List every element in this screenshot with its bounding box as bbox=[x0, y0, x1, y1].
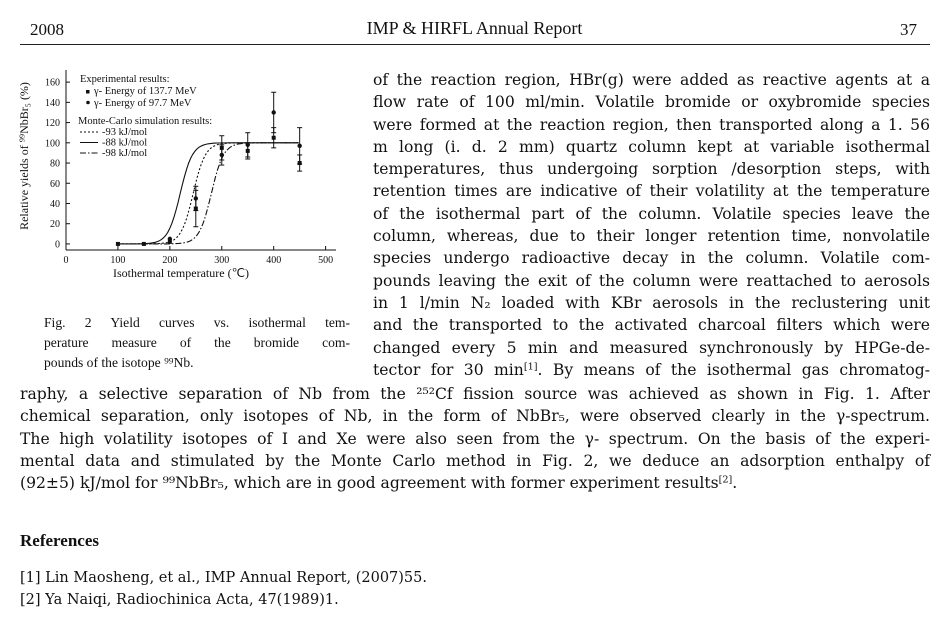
y-tick-label: 80 bbox=[50, 158, 60, 170]
header-rule bbox=[20, 44, 930, 45]
body-line: chemical separation, only isotopes of Nb, in the form of NbBr₅, were observed clearly in the γ-spectrum. bbox=[20, 407, 930, 426]
reference-item: [2] Ya Naiqi, Radiochinica Acta, 47(1989)1. bbox=[20, 592, 339, 608]
data-point-square bbox=[142, 242, 146, 246]
references-list bbox=[20, 567, 427, 611]
body-line: in 1 l/min N₂ loaded with KBr aerosols in the reclustering unit bbox=[373, 293, 930, 312]
body-line: tector for 30 min[1]. By means of the isothermal gas chromatog- bbox=[373, 360, 931, 379]
body-line: changed every 5 min and measured synchronously by HPGe-de- bbox=[373, 338, 930, 357]
body-line: of the reaction region, HBr(g) were added as reactive agents at a bbox=[373, 71, 930, 89]
legend-marker-square bbox=[86, 90, 90, 94]
legend-label: -93 kJ/mol bbox=[102, 127, 148, 138]
legend-label: -98 kJ/mol bbox=[102, 148, 148, 159]
header-journal-title: IMP & HIRFL Annual Report bbox=[366, 18, 583, 38]
legend-label: γ- Energy of 137.7 MeV bbox=[94, 86, 197, 97]
data-point-square bbox=[116, 242, 120, 246]
x-tick-label: 100 bbox=[110, 255, 126, 266]
references-heading: References bbox=[20, 531, 99, 550]
x-tick-label: 0 bbox=[63, 255, 69, 266]
caption-line: pounds of the isotope ⁹⁹Nb. bbox=[44, 355, 194, 370]
header-year: 2008 bbox=[30, 20, 64, 39]
figure-2 bbox=[14, 60, 354, 292]
x-tick-label: 300 bbox=[214, 255, 230, 266]
body-line: raphy, a selective separation of Nb from the ²⁵²Cf fission source was achieved as shown in Fig. 1. After bbox=[20, 385, 930, 403]
body-column-text bbox=[373, 69, 930, 381]
y-tick-label: 60 bbox=[50, 178, 60, 190]
body-line: retention times are indicative of their volatility at the temperature bbox=[373, 182, 930, 201]
y-tick-label: 20 bbox=[50, 219, 60, 231]
x-tick-label: 500 bbox=[318, 255, 334, 266]
header-page-number: 37 bbox=[900, 20, 917, 39]
data-point-circle bbox=[297, 144, 301, 148]
reference-item: [1] Lin Maosheng, et al., IMP Annual Report, (2007)55. bbox=[20, 570, 427, 586]
body-line: temperatures, thus undergoing sorption /desorption steps, with bbox=[373, 160, 930, 179]
caption-line: perature measure of the bromide com- bbox=[44, 335, 350, 350]
data-point-square bbox=[272, 136, 276, 140]
y-tick-label: 160 bbox=[45, 77, 60, 89]
data-point-circle bbox=[271, 110, 275, 114]
data-point-circle bbox=[194, 196, 198, 200]
x-tick-label: 400 bbox=[266, 255, 282, 266]
data-point-circle bbox=[168, 237, 172, 241]
figure-caption bbox=[44, 313, 350, 373]
y-tick-label: 0 bbox=[55, 239, 60, 251]
body-line: mental data and stimulated by the Monte Carlo method in Fig. 2, we deduce an adsorption enthalpy of bbox=[20, 451, 930, 470]
y-tick-label: 40 bbox=[50, 198, 60, 210]
y-tick-label: 120 bbox=[45, 118, 60, 130]
body-full-width-text bbox=[20, 383, 930, 494]
y-axis-label: Relative yields of ⁹⁹NbBr₅ (%) bbox=[17, 82, 31, 230]
body-line: were formed at the reaction region, then transported along a 1. 56 bbox=[373, 115, 930, 134]
body-line: column, whereas, due to their longer retention time, nonvolatile bbox=[373, 227, 930, 246]
body-line: of the isothermal part of the column. Volatile species leave the bbox=[373, 204, 930, 223]
body-line: and the transported to the activated charcoal filters which were bbox=[373, 316, 930, 335]
x-tick-label: 200 bbox=[162, 255, 178, 266]
yield-chart bbox=[14, 60, 354, 292]
legend-label: -88 kJ/mol bbox=[102, 137, 148, 149]
data-point-circle bbox=[220, 153, 224, 157]
body-line: species undergo radioactive decay in the column. Volatile com- bbox=[373, 249, 930, 268]
body-line: The high volatility isotopes of I and Xe were also seen from the γ- spectrum. On the basis of the experi- bbox=[20, 429, 930, 448]
running-header bbox=[22, 14, 927, 40]
legend-heading: Experimental results: bbox=[80, 74, 170, 85]
body-line: m long (i. d. 2 mm) quartz column kept at variable isothermal bbox=[373, 137, 930, 156]
legend-marker-circle bbox=[86, 101, 90, 105]
legend-label: γ- Energy of 97.7 MeV bbox=[94, 98, 192, 109]
body-line: (92±5) kJ/mol for ⁹⁹NbBr₅, which are in good agreement with former experiment results[2]. bbox=[20, 474, 738, 493]
data-point-circle bbox=[246, 143, 250, 147]
body-line: flow rate of 100 ml/min. Volatile bromide or oxybromide species bbox=[373, 93, 930, 112]
legend-heading: Monte-Carlo simulation results: bbox=[78, 116, 213, 127]
y-tick-label: 140 bbox=[45, 97, 60, 109]
caption-line: Fig. 2 Yield curves vs. isothermal tem- bbox=[44, 315, 350, 330]
y-tick-label: 100 bbox=[45, 138, 60, 150]
body-line: pounds leaving the exit of the column were reattached to aerosols bbox=[373, 271, 930, 290]
x-axis-label: Isothermal temperature (℃) bbox=[112, 266, 250, 280]
